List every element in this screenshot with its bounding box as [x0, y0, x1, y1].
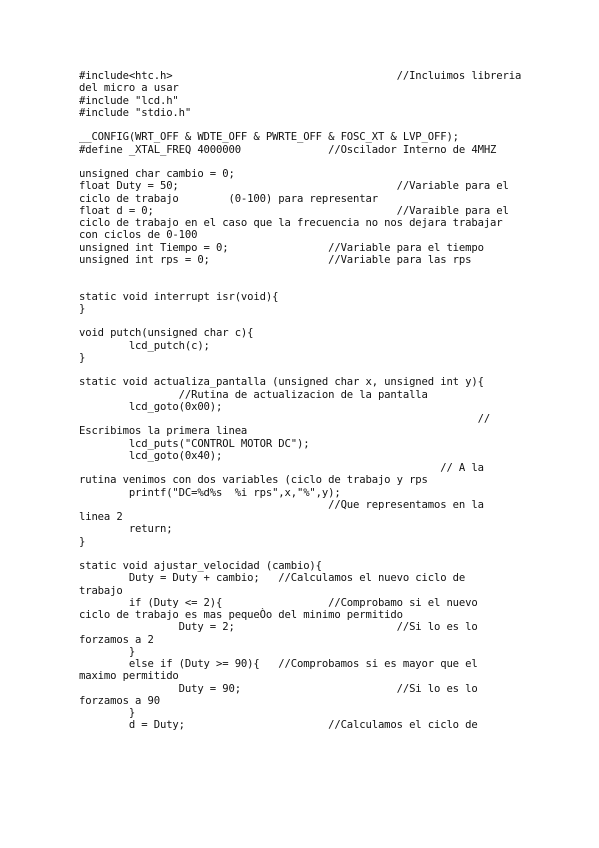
code-line: Duty = 90; //Si lo es lo: [79, 682, 478, 695]
code-line: //Rutina de actualizacion de la pantalla: [79, 388, 428, 401]
code-line: float Duty = 50; //Variable para el: [79, 180, 509, 193]
code-line: trabajo: [79, 584, 123, 597]
code-line: #include "lcd.h": [79, 94, 179, 107]
code-line: // A la: [79, 462, 484, 474]
code-line: Duty = 2; //Si lo es lo: [79, 621, 478, 634]
code-line: float d = 0; //Varaible para el: [79, 204, 509, 217]
code-line: lcd_putch(c);: [79, 339, 210, 352]
code-line: ciclo de trabajo (0-100) para representar: [79, 192, 378, 205]
code-line: __CONFIG(WRT_OFF & WDTE_OFF & PWRTE_OFF & FOSC_XT & LVP_OFF);: [79, 131, 459, 144]
code-line: ciclo de trabajo es mas pequeÒo del minimo permitido: [79, 609, 403, 621]
code-line: #include "stdio.h": [79, 106, 192, 119]
code-line: unsigned int rps = 0; //Variable para las rps: [79, 253, 472, 266]
code-line: }: [79, 707, 136, 719]
code-line: lcd_goto(0x00);: [79, 400, 223, 413]
code-line: [79, 266, 549, 278]
code-line: static void actualiza_pantalla (unsigned char x, unsigned int y){: [79, 376, 484, 389]
code-line: Duty = Duty + cambio; //Calculamos el nuevo ciclo de: [79, 572, 466, 585]
code-line: lcd_puts("CONTROL MOTOR DC");: [79, 437, 310, 450]
code-line: [79, 156, 549, 168]
code-line: forzamos a 2: [79, 633, 154, 646]
code-line: static void interrupt isr(void){: [79, 290, 279, 303]
code-line: //: [79, 413, 491, 425]
code-line: del micro a usar: [79, 82, 179, 95]
code-line: rutina venimos con dos variables (ciclo de trabajo y rps: [79, 474, 428, 487]
code-line: #define _XTAL_FREQ 4000000 //Oscilador Interno de 4MHZ: [79, 143, 497, 156]
code-line: [79, 548, 549, 560]
code-line: con ciclos de 0-100: [79, 229, 198, 242]
code-line: Escribimos la primera linea: [79, 425, 248, 438]
code-line: d = Duty; //Calculamos el ciclo de: [79, 719, 478, 732]
code-line: [79, 364, 549, 376]
code-line: unsigned char cambio = 0;: [79, 168, 235, 180]
code-line: }: [79, 535, 86, 548]
code-line: #include<htc.h> //Incluimos libreria: [79, 70, 522, 82]
code-line: ciclo de trabajo en el caso que la frecuencia no nos dejara trabajar: [79, 217, 503, 229]
code-line: void putch(unsigned char c){: [79, 327, 254, 340]
code-line: return;: [79, 523, 173, 536]
code-listing: [79, 70, 549, 732]
code-line: }: [79, 302, 86, 315]
code-line: unsigned int Tiempo = 0; //Variable para el tiempo: [79, 241, 484, 254]
code-line: }: [79, 351, 86, 364]
code-line: static void ajustar_velocidad (cambio){: [79, 560, 322, 572]
code-line: maximo permitido: [79, 670, 179, 683]
code-line: linea 2: [79, 511, 123, 523]
code-line: }: [79, 645, 136, 658]
code-line: lcd_goto(0x40);: [79, 449, 223, 462]
code-line: printf("DC=%d%s %i rps",x,"%",y);: [79, 486, 341, 499]
code-line: //Que representamos en la: [79, 498, 484, 511]
code-line: [79, 278, 549, 290]
code-line: [79, 315, 549, 327]
code-line: if (Duty <= 2){ //Comprobamo si el nuevo: [79, 596, 478, 609]
code-line: else if (Duty >= 90){ //Comprobamos si es mayor que el: [79, 658, 478, 670]
code-line: [79, 119, 549, 131]
code-line: forzamos a 90: [79, 694, 160, 707]
